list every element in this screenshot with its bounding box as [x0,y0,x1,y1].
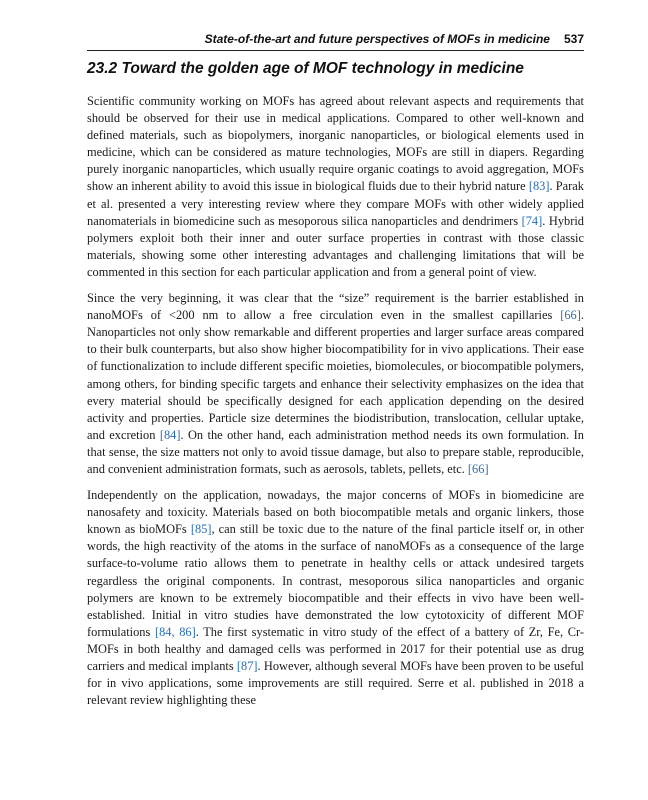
page-number: 537 [563,32,584,46]
citation-link[interactable]: [83] [528,179,550,194]
citation-link[interactable]: [66] [467,461,489,476]
running-title: State-of-the-art and future perspectives of MOFs in medicine [204,32,550,46]
citation-link[interactable]: [87] [236,659,258,673]
citation-link[interactable]: [84, 86] [154,624,196,639]
text-run: . Hybrid polymers exploit both their inner and outer surface properties in contrast with those classic materials, showing some other interesting advantages and challenging limitations that will be commented in this section for each particular application and from a general point of view. [87,213,584,279]
paragraph-1 [87,93,584,281]
citation-link[interactable]: [84] [159,427,181,442]
citation-link[interactable]: [74] [521,213,543,228]
body-text [87,93,584,718]
text-run: Scientific community working on MOFs has agreed about relevant aspects and requirements that should be observed for their use in medical applications. Compared to other well-known and defined materials, such as biopolymers, inorganic nanoparticles, or biological elements used in medicine, which can be considered as mature technologies, MOFs are still in diapers. Regarding purely inorganic nanoparticles, which usually require organic coatings to avoid aggregation, MOFs show an inherent ability to avoid this issue in biological fluids due to their hybrid nature [87,94,584,194]
citation-link[interactable]: [66] [560,308,581,323]
citation-link[interactable]: [85] [190,522,212,537]
text-run: Since the very beginning, it was clear that the “size” requirement is the barrier established in nanoMOFs of <200 nm to allow a free circulation even in the smallest capillaries [87,291,584,323]
text-run: Independently on the application, nowadays, the major concerns of MOFs in biomedicine are nanosafety and toxicity. Materials based on both biocompatible metals and organic linkers, those known as bioMOFs [87,488,584,537]
paragraph-2 [87,290,584,478]
text-run: . On the other hand, each administration method needs its own formulation. In that sense, the size matters not only to avoid tissue damage, but also to prepare stable, reproducible, and convenient administration formats, such as aerosols, tablets, pellets, etc. [87,427,584,476]
text-run: . Parak et al. presented a very interesting review where they compare MOFs with other widely applied nanomaterials in biomedicine such as mesoporous silica nanoparticles and dendrimers [87,179,584,228]
header-rule [87,50,584,51]
running-header [87,32,584,46]
paragraph-3 [87,487,584,709]
text-run: . Nanoparticles not only show remarkable and different properties and larger surface areas compared to their bulk counterparts, but also show higher biocompatibility for in vivo applications. Their ease of functionalization to include different specific moieties, biomolecules, or biocompatible polymers, among others, for binding specific targets and enhance their selectivity emphasizes on the idea that every material should be specifically designed for each application depending on the desired activity and properties. Particle size determines the biodistribution, translocation, cellular uptake, and excretion [87,308,584,442]
text-run: , can still be toxic due to the nature of the final particle itself or, in other words, the high reactivity of the atoms in the surface of nanoMOFs as a consequence of the large surface-to-volume ratio allows them to penetrate in healthy cells or attack undesired targets regardless the original components. In contrast, mesoporous silica nanoparticles and organic polymers are known to be extremely biocompatible and their effects in vivo have been well-established. Initial in vitro studies have demonstrated the low cytotoxicity of different MOF formulations [87,522,585,639]
section-title: 23.2 Toward the golden age of MOF technology in medicine [87,60,524,77]
text-run: . However, although several MOFs have been proven to be useful for in vivo applications, some improvements are still required. Serre et al. published in 2018 a relevant review highlighting these [87,659,584,708]
text-run: . The first systematic in vitro study of the effect of a battery of Zr, Fe, Cr-MOFs in both healthy and damaged cells was performed in 2017 for their potential use as drug carriers and medical implants [87,624,584,673]
